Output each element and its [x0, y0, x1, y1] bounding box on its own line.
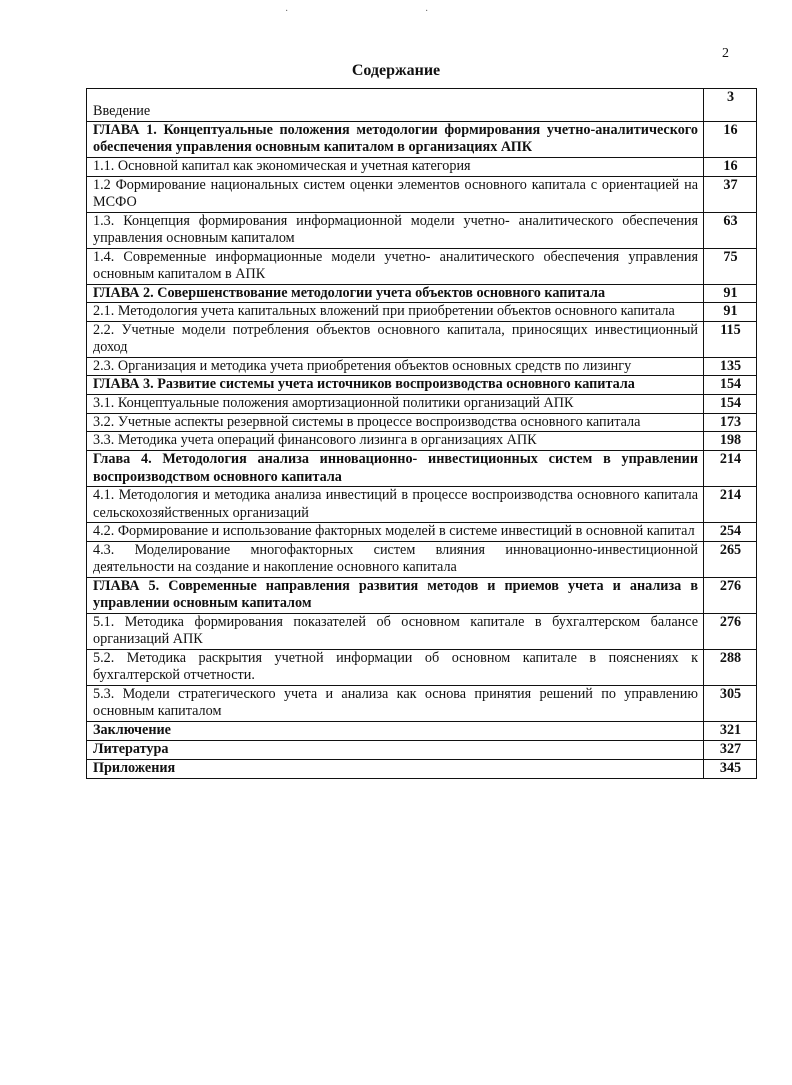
- toc-entry-title: Литература: [87, 740, 704, 759]
- toc-row: [87, 321, 757, 357]
- toc-entry-title: Глава 4. Методология анализа инновационно- инвестиционных систем в управлении воспроизводством основного капитала: [87, 451, 704, 487]
- toc-row: [87, 740, 757, 759]
- toc-entry-title: 2.1. Методология учета капитальных вложений при приобретении объектов основного капитала: [87, 303, 704, 322]
- toc-row: [87, 541, 757, 577]
- toc-row: [87, 685, 757, 721]
- toc-entry-title: 4.2. Формирование и использование факторных моделей в системе инвестиций в основной капитал: [87, 523, 704, 542]
- toc-entry-title: 2.2. Учетные модели потребления объектов основного капитала, приносящих инвестиционный доход: [87, 321, 704, 357]
- toc-entry-page: 75: [704, 248, 757, 284]
- toc-entry-page: 154: [704, 376, 757, 395]
- toc-row: [87, 248, 757, 284]
- toc-row: [87, 577, 757, 613]
- toc-entry-title: 4.3. Моделирование многофакторных систем влияния инновационно-инвестиционной деятельности на создание и накопление основного капитала: [87, 541, 704, 577]
- toc-row: [87, 413, 757, 432]
- toc-row: [87, 394, 757, 413]
- toc-entry-title: 3.3. Методика учета операций финансового лизинга в организациях АПК: [87, 432, 704, 451]
- toc-entry-title: 1.1. Основной капитал как экономическая и учетная категория: [87, 157, 704, 176]
- toc-entry-page: 288: [704, 649, 757, 685]
- toc-entry-title: 1.2 Формирование национальных систем оценки элементов основного капитала с ориентацией на МСФО: [87, 176, 704, 212]
- toc-entry-title: ГЛАВА 1. Концептуальные положения методологии формирования учетно-аналитического обеспечения управления основным капиталом в организациях АПК: [87, 121, 704, 157]
- toc-entry-title: ГЛАВА 2. Совершенствование методологии учета объектов основного капитала: [87, 284, 704, 303]
- toc-entry-page: 276: [704, 613, 757, 649]
- toc-row: [87, 284, 757, 303]
- page-number: 2: [722, 46, 729, 61]
- toc-entry-page: 173: [704, 413, 757, 432]
- toc-entry-title: 5.1. Методика формирования показателей об основном капитале в бухгалтерском балансе организаций АПК: [87, 613, 704, 649]
- toc-entry-title: 5.2. Методика раскрытия учетной информации об основном капитале в пояснениях к бухгалтерской отчетности.: [87, 649, 704, 685]
- scan-speck: ·: [285, 6, 289, 17]
- toc-entry-title: ГЛАВА 3. Развитие системы учета источников воспроизводства основного капитала: [87, 376, 704, 395]
- toc-entry-page: 327: [704, 740, 757, 759]
- toc-row: [87, 613, 757, 649]
- toc-entry-page: 16: [704, 157, 757, 176]
- toc-entry-page: 154: [704, 394, 757, 413]
- toc-entry-page: 305: [704, 685, 757, 721]
- toc-entry-page: 265: [704, 541, 757, 577]
- toc-entry-page: 321: [704, 721, 757, 740]
- toc-entry-page: 198: [704, 432, 757, 451]
- toc-entry-title: 4.1. Методология и методика анализа инвестиций в процессе воспроизводства основного капитала сельскохозяйственных организаций: [87, 487, 704, 523]
- toc-entry-page: 91: [704, 284, 757, 303]
- toc-row: [87, 121, 757, 157]
- toc-entry-title: 5.3. Модели стратегического учета и анализа как основа принятия решений по управлению основным капиталом: [87, 685, 704, 721]
- toc-row: [87, 357, 757, 376]
- toc-row: [87, 157, 757, 176]
- toc-entry-page: 91: [704, 303, 757, 322]
- toc-row: [87, 649, 757, 685]
- toc-entry-title: Введение: [87, 89, 704, 122]
- toc-entry-title: Приложения: [87, 759, 704, 778]
- toc-entry-page: 276: [704, 577, 757, 613]
- toc-row: [87, 451, 757, 487]
- toc-entry-page: 254: [704, 523, 757, 542]
- toc-row: [87, 212, 757, 248]
- toc-entry-title: Заключение: [87, 721, 704, 740]
- toc-row: [87, 89, 757, 122]
- toc-entry-page: 115: [704, 321, 757, 357]
- toc-entry-page: 345: [704, 759, 757, 778]
- page-title: Содержание: [351, 62, 441, 79]
- toc-row: [87, 303, 757, 322]
- toc-entry-page: 37: [704, 176, 757, 212]
- toc-entry-title: 2.3. Организация и методика учета приобретения объектов основных средств по лизингу: [87, 357, 704, 376]
- toc-row: [87, 376, 757, 395]
- toc-entry-page: 16: [704, 121, 757, 157]
- toc-row: [87, 432, 757, 451]
- toc-entry-title: 1.4. Современные информационные модели учетно- аналитического обеспечения управления основным капиталом в АПК: [87, 248, 704, 284]
- toc-row: [87, 487, 757, 523]
- toc-entry-page: 214: [704, 487, 757, 523]
- toc-entry-page: 63: [704, 212, 757, 248]
- toc-row: [87, 523, 757, 542]
- toc-body: [87, 89, 757, 779]
- toc-entry-title: 3.2. Учетные аспекты резервной системы в процессе воспроизводства основного капитала: [87, 413, 704, 432]
- scan-speck: ·: [425, 6, 429, 17]
- toc-row: [87, 721, 757, 740]
- toc-entry-page: 214: [704, 451, 757, 487]
- toc-row: [87, 759, 757, 778]
- toc-row: [87, 176, 757, 212]
- toc-entry-title: ГЛАВА 5. Современные направления развития методов и приемов учета и анализа в управлении основным капиталом: [87, 577, 704, 613]
- toc-entry-page: 3: [704, 89, 757, 122]
- table-of-contents: [86, 88, 757, 779]
- toc-entry-page: 135: [704, 357, 757, 376]
- toc-entry-title: 3.1. Концептуальные положения амортизационной политики организаций АПК: [87, 394, 704, 413]
- toc-entry-title: 1.3. Концепция формирования информационной модели учетно- аналитического обеспечения управления основным капиталом: [87, 212, 704, 248]
